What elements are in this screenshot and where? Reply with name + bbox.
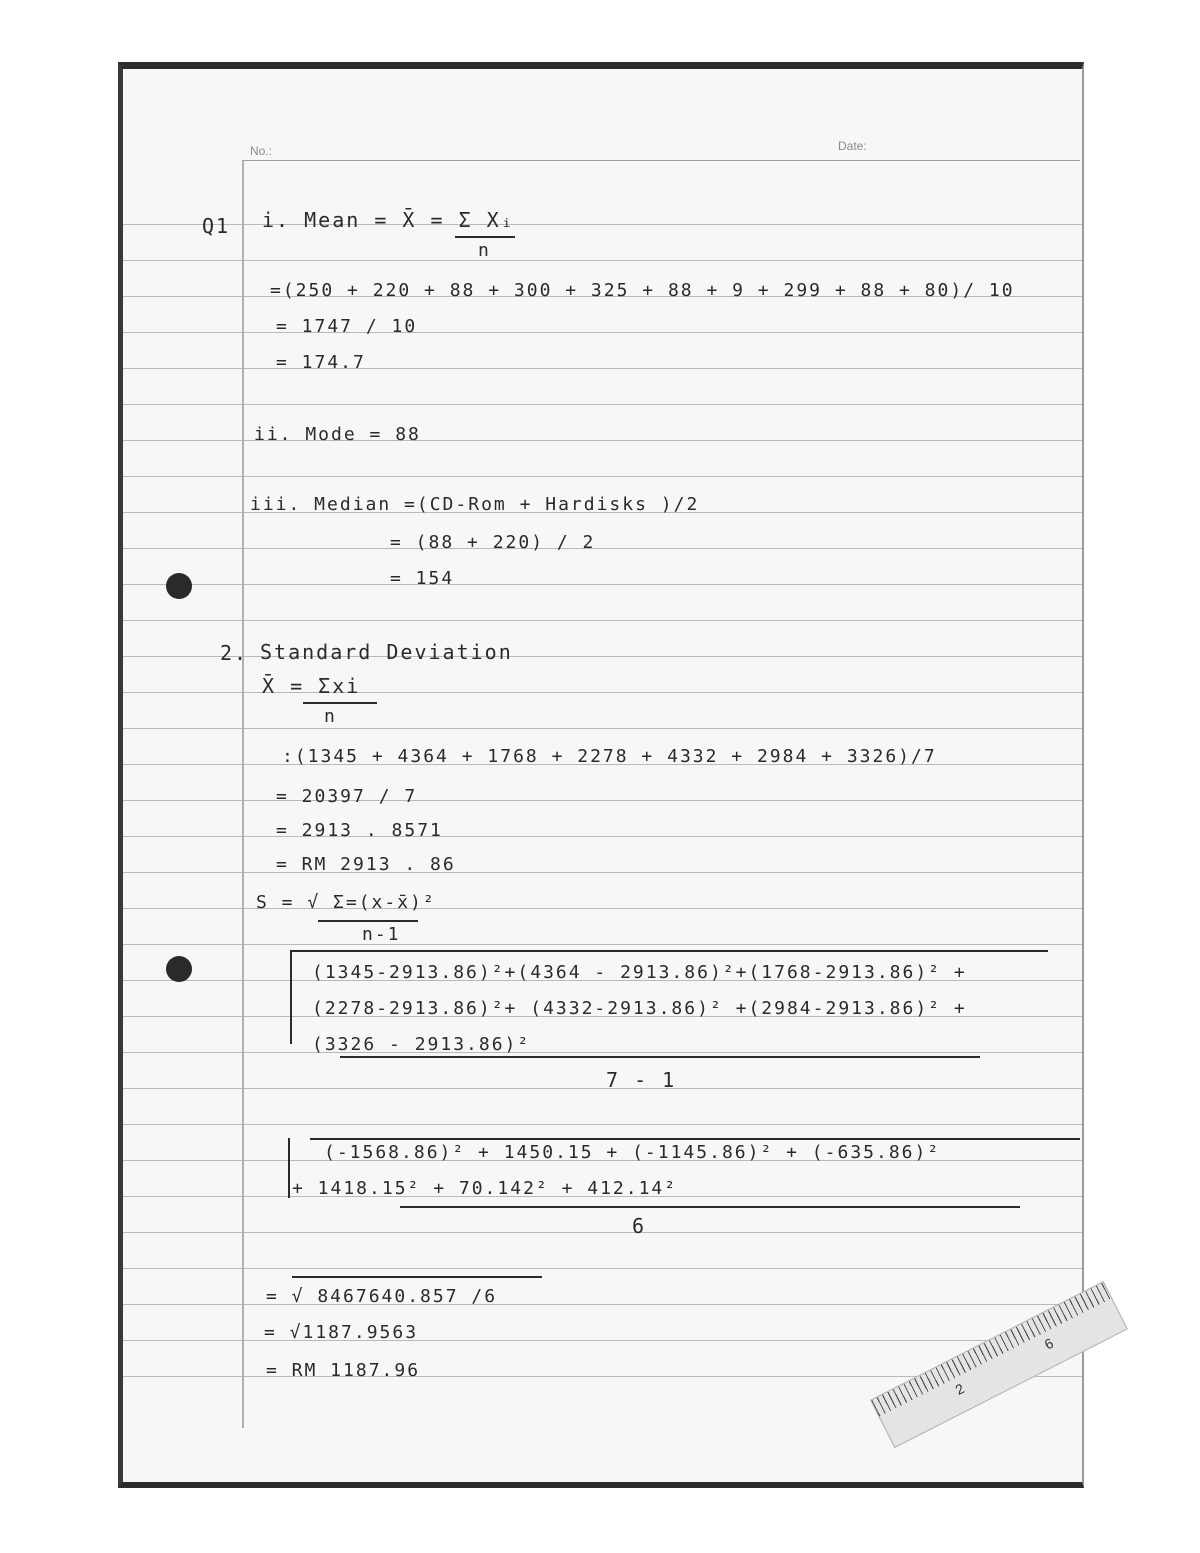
squared-line-2: + 1418.15² + 70.142² + 412.14² xyxy=(292,1178,678,1199)
root-stem-2 xyxy=(288,1138,290,1198)
squared-denominator: 6 xyxy=(632,1214,647,1238)
mean-sum-line: =(250 + 220 + 88 + 300 + 325 + 88 + 9 + 299 + 88 + 80)/ 10 xyxy=(270,280,1015,301)
variance-line: = √ 8467640.857 /6 xyxy=(266,1286,498,1307)
sample-sum-line: :(1345 + 4364 + 1768 + 2278 + 4332 + 2984 + 3326)/7 xyxy=(282,746,937,767)
median-result-line: = 154 xyxy=(390,568,455,589)
mean-fraction-bar xyxy=(455,236,515,238)
sample-mean-denominator: n xyxy=(324,706,337,727)
std-dev-title: Standard Deviation xyxy=(260,640,513,664)
no-label: No.: xyxy=(250,144,273,158)
deviation-line-1: (1345-2913.86)²+(4364 - 2913.86)²+(1768-2913.86)² + xyxy=(312,962,967,983)
squared-line-1: (-1568.86)² + 1450.15 + (-1145.86)² + (-635.86)² xyxy=(324,1142,941,1163)
median-line: iii. Median =(CD-Rom + Hardisks )/2 xyxy=(250,494,700,515)
deviation-line-2: (2278-2913.86)²+ (4332-2913.86)² +(2984-2913.86)² + xyxy=(312,998,967,1019)
date-label: Date: xyxy=(838,139,867,153)
std-dev-formula: S = √ Σ=(x-x̄)² xyxy=(256,892,436,913)
ruler-mark-a: 2 xyxy=(952,1380,967,1398)
mean-formula: i. Mean = X̄ = Σ Xᵢ xyxy=(262,208,515,232)
binder-hole-bottom xyxy=(166,956,192,982)
mean-denominator: n xyxy=(478,240,491,261)
std-dev-fraction-bar xyxy=(318,920,418,922)
median-substitution-line: = (88 + 220) / 2 xyxy=(390,532,596,553)
binder-hole-top xyxy=(166,573,192,599)
mean-total-line: = 1747 / 10 xyxy=(276,316,418,337)
notebook-page xyxy=(118,62,1084,1488)
margin-line xyxy=(242,160,244,1428)
sample-mean-formula: X̄ = Σxi xyxy=(262,674,361,698)
sample-total-line: = 20397 / 7 xyxy=(276,786,418,807)
squared-fraction-bar xyxy=(400,1206,1020,1208)
mode-line: ii. Mode = 88 xyxy=(254,424,421,445)
variance-result-line: = √1187.9563 xyxy=(264,1322,419,1343)
sample-mean-fraction-bar xyxy=(303,702,377,704)
std-dev-final-line: = RM 1187.96 xyxy=(266,1360,421,1381)
std-dev-denominator: n-1 xyxy=(362,924,401,945)
sample-mean-result-line: = 2913 . 8571 xyxy=(276,820,443,841)
ruler-mark-b: 6 xyxy=(1041,1334,1056,1353)
deviation-denominator: 7 - 1 xyxy=(606,1068,677,1092)
deviation-line-3: (3326 - 2913.86)² xyxy=(312,1034,531,1055)
question-2-tag: 2. xyxy=(220,641,249,665)
deviation-fraction-bar xyxy=(340,1056,980,1058)
root-overline-3 xyxy=(292,1276,542,1278)
root-overline-2 xyxy=(310,1138,1080,1140)
root-stem-1 xyxy=(290,950,292,1044)
header-line xyxy=(242,160,1080,161)
question-1-tag: Q1 xyxy=(202,214,231,238)
mean-result-line: = 174.7 xyxy=(276,352,366,373)
root-overline-1 xyxy=(292,950,1048,952)
sample-mean-rounded-line: = RM 2913 . 86 xyxy=(276,854,456,875)
